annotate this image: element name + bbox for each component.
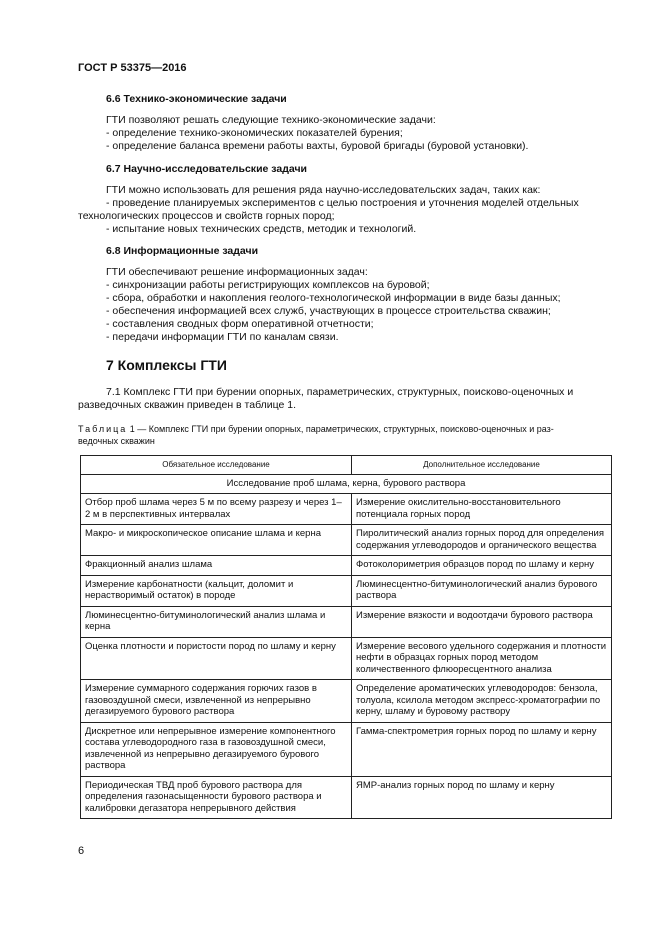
additional-cell: Определение ароматических углеводородов: бензола, толуола, ксилола методом экспресс-хроматографии по керну, шламу и буровому раствору	[352, 680, 612, 723]
s67-line-1: ГТИ можно использовать для решения ряда научно-исследовательских задач, таких как:	[106, 184, 541, 196]
table-row	[81, 637, 612, 680]
additional-cell: Измерение окислительно-восстановительного потенциала горных пород	[352, 494, 612, 525]
s68-line-4: - составления сводных форм оперативной отчетности;	[106, 318, 374, 330]
col-required-header: Обязательное исследование	[81, 456, 352, 475]
section-6-7-heading: 6.7 Научно-исследовательские задачи	[106, 163, 307, 175]
s68-line-1: - синхронизации работы регистрирующих комплексов на буровой;	[106, 279, 430, 291]
s7-p2: разведочных скважин приведен в таблице 1.	[78, 399, 297, 411]
table-row	[81, 575, 612, 606]
table-row	[81, 525, 612, 556]
section-7-heading: 7 Комплексы ГТИ	[106, 357, 227, 373]
span-cell: Исследование проб шлама, керна, бурового раствора	[81, 474, 612, 494]
section-6-6-heading: 6.6 Технико-экономические задачи	[106, 93, 287, 105]
page-number: 6	[78, 845, 85, 857]
additional-cell: Люминесцентно-битуминологический анализ бурового раствора	[352, 575, 612, 606]
additional-cell: Гамма-спектрометрия горных пород по шламу и керну	[352, 722, 612, 776]
additional-cell: Пиролитический анализ горных пород для определения содержания углеводородов и органического вещества	[352, 525, 612, 556]
table-row	[81, 776, 612, 819]
s67-line-4: - испытание новых технических средств, методик и технологий.	[106, 223, 417, 235]
table-row	[81, 494, 612, 525]
required-cell: Оценка плотности и пористости пород по шламу и керну	[81, 637, 352, 680]
s68-line-3: - обеспечения информацией всех служб, участвующих в процессе строительства скважин;	[106, 305, 551, 317]
s66-line-0: ГТИ позволяют решать следующие технико-экономические задачи:	[106, 114, 436, 126]
additional-cell: ЯМР-анализ горных пород по шламу и керну	[352, 776, 612, 819]
required-cell: Дискретное или непрерывное измерение компонентного состава углеводородного газа в газовоздушной смеси, извлеченной из непрерывно дегазируемого бурового раствора	[81, 722, 352, 776]
additional-cell: Фотоколориметрия образцов пород по шламу и керну	[352, 556, 612, 576]
table-caption	[78, 423, 614, 447]
s67-line-3: технологических процессов и свойств горных пород;	[78, 210, 335, 222]
required-cell: Макро- и микроскопическое описание шлама и керна	[81, 525, 352, 556]
caption-line2: ведочных скважин	[78, 436, 155, 446]
required-cell: Периодическая ТВД проб бурового раствора для определения газонасыщенности бурового раствора и калибровки дегазатора непрерывного действия	[81, 776, 352, 819]
table-row	[81, 556, 612, 576]
additional-cell: Измерение вязкости и водоотдачи бурового раствора	[352, 606, 612, 637]
s66-line-2: - определение баланса времени работы вахты, буровой бригады (буровой установки).	[106, 140, 529, 152]
caption-rest: 1 — Комплекс ГТИ при бурении опорных, параметрических, структурных, поисково-оценочных и раз-	[127, 424, 554, 434]
table-header-row	[81, 456, 612, 475]
s68-line-0: ГТИ обеспечивают решение информационных задач:	[106, 266, 368, 278]
col-additional-header: Дополнительное исследование	[352, 456, 612, 475]
s67-line-2: - проведение планируемых экспериментов с целью построения и уточнения моделей отдельных	[106, 197, 579, 209]
table-span-row	[81, 474, 612, 494]
s7-p1: 7.1 Комплекс ГТИ при бурении опорных, параметрических, структурных, поисково-оценочных и	[106, 386, 574, 398]
additional-cell: Измерение весового удельного содержания и плотности нефти в образцах горных пород методом количественного флюоресцентного анализа	[352, 637, 612, 680]
required-cell: Измерение карбонатности (кальцит, доломит и нерастворимый остаток) в породе	[81, 575, 352, 606]
table-row	[81, 606, 612, 637]
gti-complex-table	[80, 455, 612, 819]
required-cell: Измерение суммарного содержания горючих газов в газовоздушной смеси, извлеченной из непрерывно дегазируемого бурового раствора	[81, 680, 352, 723]
s68-line-5: - передачи информации ГТИ по каналам связи.	[106, 331, 339, 343]
required-cell: Фракционный анализ шлама	[81, 556, 352, 576]
standard-header: ГОСТ Р 53375—2016	[78, 62, 187, 74]
required-cell: Отбор проб шлама через 5 м по всему разрезу и через 1–2 м в перспективных интервалах	[81, 494, 352, 525]
caption-word: Таблица	[78, 424, 128, 434]
section-6-8-heading: 6.8 Информационные задачи	[106, 245, 259, 257]
required-cell: Люминесцентно-битуминологический анализ шлама и керна	[81, 606, 352, 637]
table-row	[81, 680, 612, 723]
s66-line-1: - определение технико-экономических показателей бурения;	[106, 127, 403, 139]
s68-line-2: - сбора, обработки и накопления геолого-технологической информации в виде базы данных;	[106, 292, 561, 304]
table-row	[81, 722, 612, 776]
